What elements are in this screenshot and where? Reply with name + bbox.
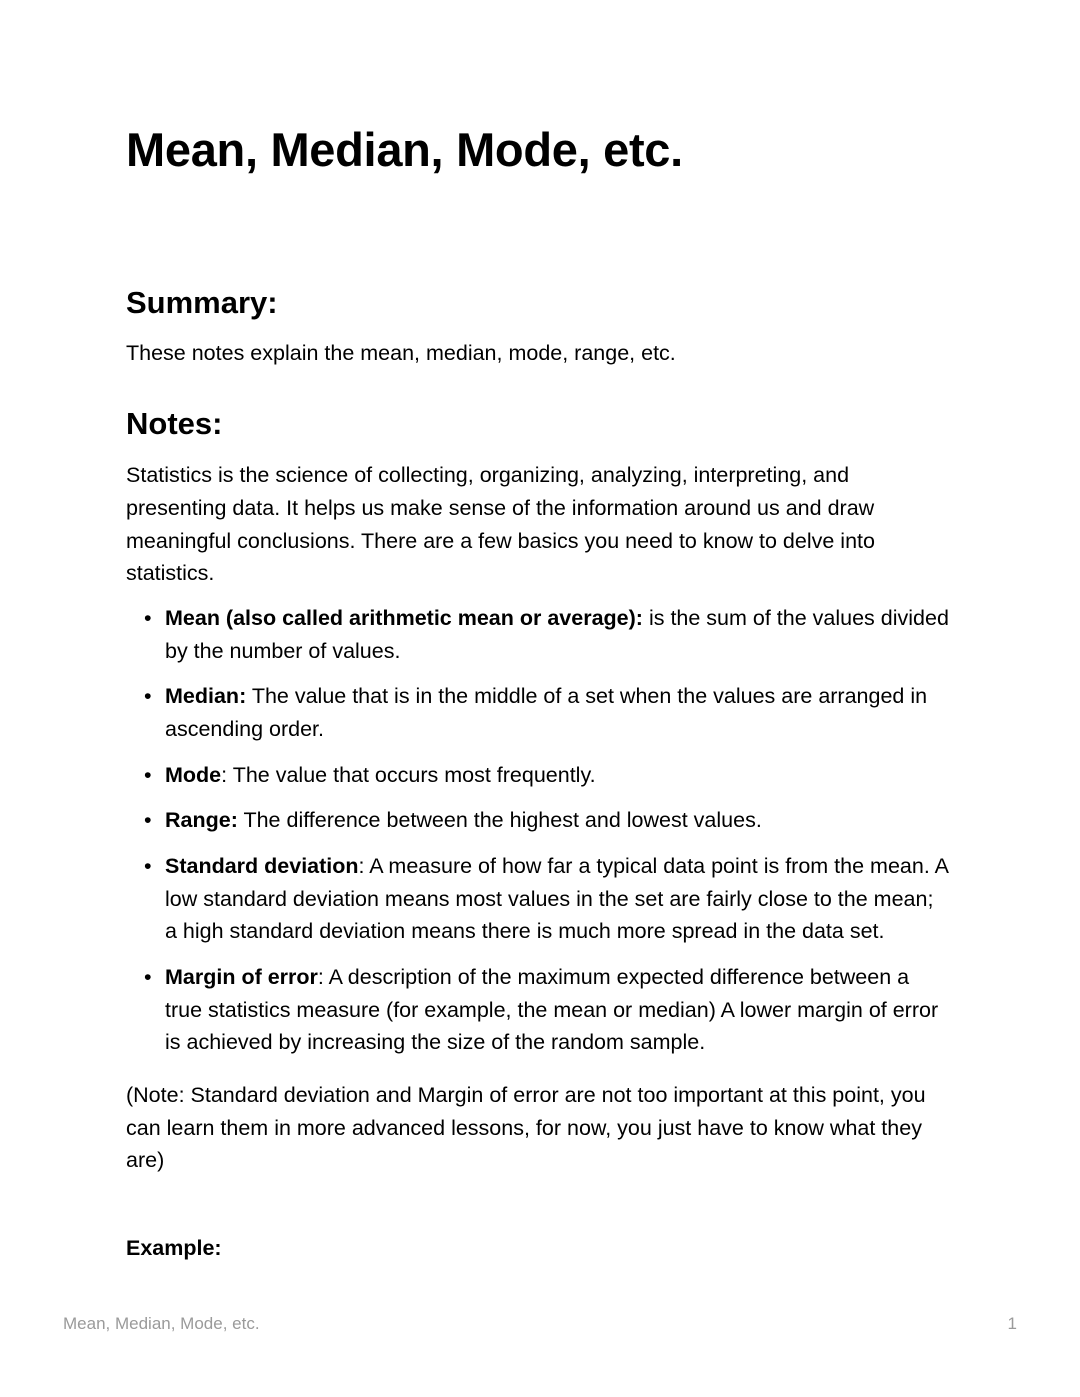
term-label: Mean (also called arithmetic mean or average): [165,605,643,630]
term-definition: The difference between the highest and lowest values. [237,808,762,833]
example-label: Example: [126,1235,222,1260]
notes-heading: Notes: [126,406,223,442]
footer-document-title: Mean, Median, Mode, etc. [63,1314,260,1333]
list-item [126,602,950,667]
term-label: Median: [165,684,247,709]
document-content [126,0,950,1265]
term-label: Range: [165,808,238,833]
notes-intro-paragraph: Statistics is the science of collecting, organizing, analyzing, interpreting, and presenting data. It helps us make sense of the information around us and draw meaningful conclusions. There are a few basics you need to know to delve into statistics. [126,463,875,586]
summary-text: These notes explain the mean, median, mode, range, etc. [126,340,676,365]
term-definition: : A measure of how far a typical data point is from the mean. A low standard deviation means most values in the set are fairly close to the mean; a high standard deviation means there is much more spread in the data set. [165,853,948,944]
term-definition: : The value that occurs most frequently. [221,762,596,787]
term-definition: : A description of the maximum expected difference between a true statistics measure (for example, the mean or median) A lower margin of error is achieved by increasing the size of the random sample. [165,964,939,1055]
note-caveat-paragraph: (Note: Standard deviation and Margin of error are not too important at this point, you can learn them in more advanced lessons, for now, you just have to know what they are) [126,1082,926,1173]
summary-heading: Summary: [126,285,278,321]
term-definition: The value that is in the middle of a set when the values are arranged in ascending order. [165,684,928,741]
list-item [126,680,950,745]
footer-page-number: 1 [1007,1314,1017,1333]
page-title: Mean, Median, Mode, etc. [126,123,683,176]
page-footer [63,1313,1017,1335]
list-item [126,804,950,837]
term-label: Margin of error [165,964,318,989]
list-item [126,961,950,1059]
term-label: Mode [165,762,222,787]
definitions-list [126,602,950,1059]
list-item [126,850,950,948]
list-item [126,759,950,792]
term-label: Standard deviation [165,853,359,878]
term-definition: is the sum of the values divided by the number of values. [165,605,949,663]
